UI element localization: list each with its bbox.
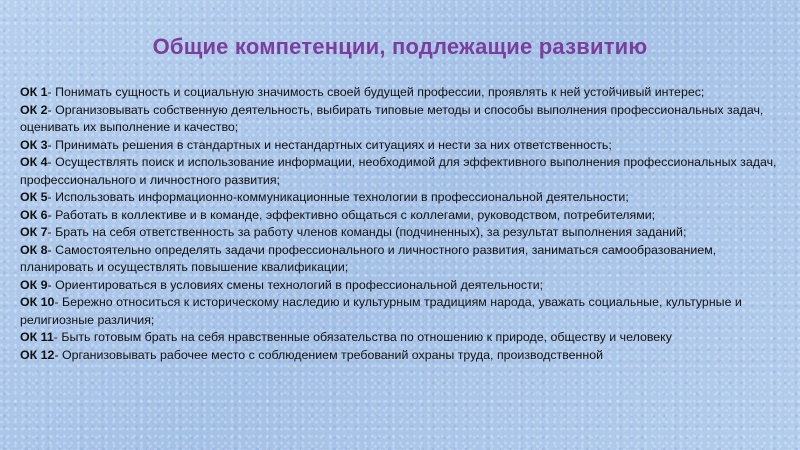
competency-item [20, 102, 780, 137]
competency-code: ОК 4 [20, 155, 48, 169]
competency-item [20, 294, 780, 329]
competency-text: - Бережно относиться к историческому наследию и культурным традициям народа, уважать социальные, культурные и религиозные различия; [20, 295, 742, 327]
competency-item [20, 277, 780, 295]
competency-text: - Ориентироваться в условиях смены технологий в профессиональной деятельности; [47, 277, 544, 292]
competency-item [20, 347, 780, 365]
competency-code: ОК 3 [20, 137, 48, 152]
competency-item [20, 207, 780, 225]
competency-code: ОК 9 [20, 277, 48, 292]
competency-text: - Понимать сущность и социальную значимость своей будущей профессии, проявлять к ней устойчивый интерес; [47, 85, 705, 99]
competency-item [20, 137, 780, 155]
competency-text: - Организовывать собственную деятельность, выбирать типовые методы и способы выполнения профессиональных задач, оценивать их выполнение и качество; [20, 102, 764, 134]
competency-code: ОК 11 [20, 330, 54, 344]
competency-text: - Использовать информационно-коммуникационные технологии в профессиональной деятельности; [47, 190, 629, 204]
competency-code: ОК 1 [20, 85, 48, 99]
competency-code: ОК 5 [20, 190, 48, 204]
competency-text: - Принимать решения в стандартных и нестандартных ситуациях и нести за них ответственность; [47, 137, 612, 152]
competency-text: - Быть готовым брать на себя нравственные обязательства по отношению к природе, обществу и человеку [53, 330, 672, 344]
competency-item [20, 189, 780, 207]
competency-text: - Самостоятельно определять задачи профессионального и личностного развития, заниматься самообразованием, планировать и осуществлять повышение квалификации; [20, 242, 717, 274]
competency-text: - Осуществлять поиск и использование информации, необходимой для эффективного выполнения профессиональных задач, профессионального и личностного развития; [20, 155, 777, 187]
competency-code: ОК 10 [20, 295, 55, 309]
competency-code: ОК 12 [20, 347, 55, 362]
competency-item [20, 224, 780, 242]
competency-text: - Брать на себя ответственность за работу членов команды (подчиненных), за результат выполнения заданий; [47, 225, 687, 239]
competency-item [20, 242, 780, 277]
competency-code: ОК 2 [20, 102, 48, 117]
slide-title: Общие компетенции, подлежащие развитию [152, 34, 648, 59]
competency-code: ОК 7 [20, 225, 48, 239]
competency-item [20, 84, 780, 102]
competency-item [20, 329, 780, 347]
competency-text: - Организовывать рабочее место с соблюдением требований охраны труда, производственной [54, 347, 604, 362]
competency-list [20, 84, 780, 364]
competency-code: ОК 8 [20, 242, 48, 257]
competency-code: ОК 6 [20, 207, 48, 222]
competency-text: - Работать в коллективе и в команде, эффективно общаться с коллегами, руководством, потребителями; [47, 207, 656, 222]
competency-item [20, 154, 780, 189]
